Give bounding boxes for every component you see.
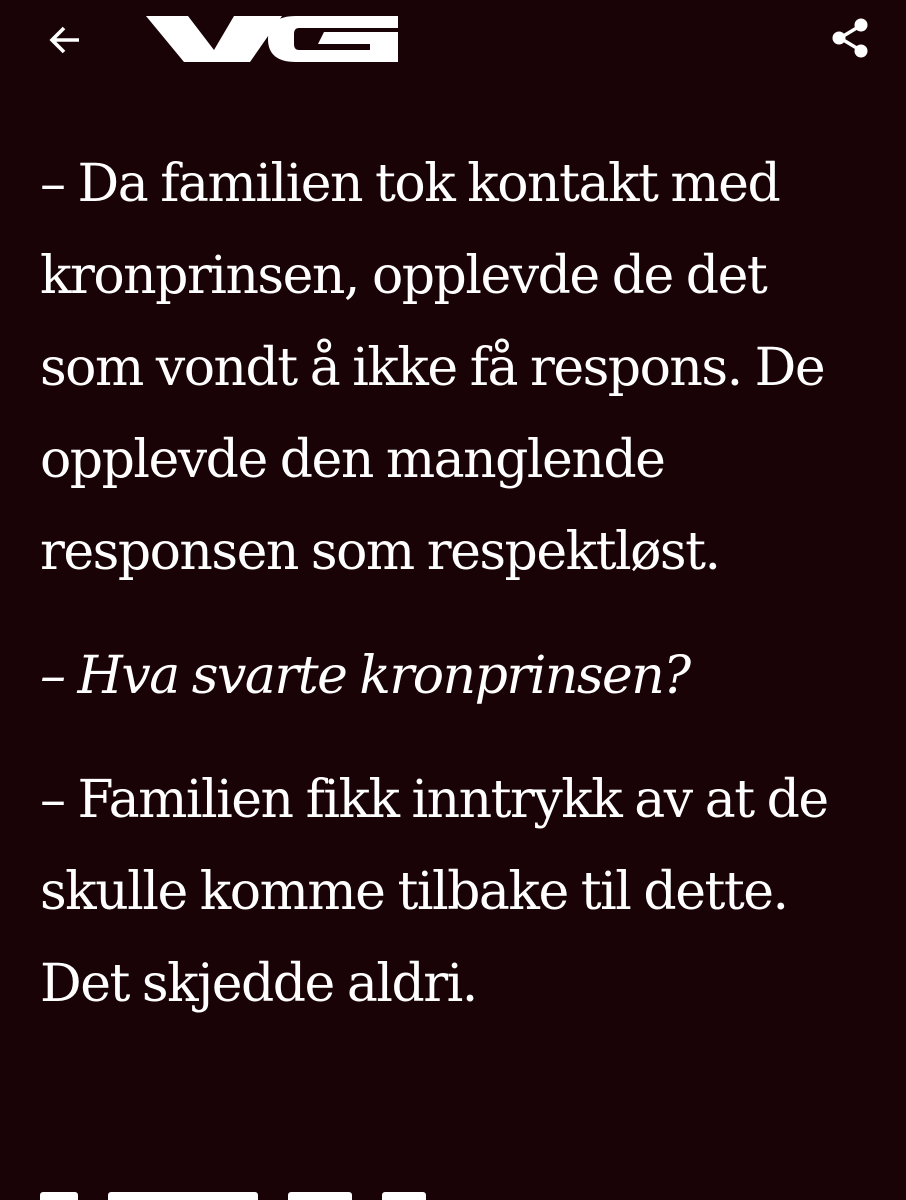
vg-logo[interactable] bbox=[146, 12, 400, 64]
article-paragraph: – Familien fikk inntrykk av at de skulle komme tilbake til dette. Det skjedde aldri. bbox=[40, 770, 828, 1014]
share-button[interactable] bbox=[822, 12, 878, 64]
share-icon bbox=[826, 14, 874, 62]
article-paragraph: – Da familien tok kontakt med kronprinsen, opplevde de det som vondt å ikke få respons. De opplevde den manglende responsen som respektløst. bbox=[40, 154, 825, 582]
next-line-cutoff bbox=[40, 1192, 470, 1200]
article-question: – Hva svarte kronprinsen? bbox=[40, 646, 690, 706]
arrow-left-icon bbox=[44, 18, 88, 62]
article-body bbox=[40, 138, 876, 1030]
top-bar bbox=[0, 0, 906, 80]
back-button[interactable] bbox=[40, 14, 92, 66]
vg-logo-mark bbox=[146, 12, 400, 64]
